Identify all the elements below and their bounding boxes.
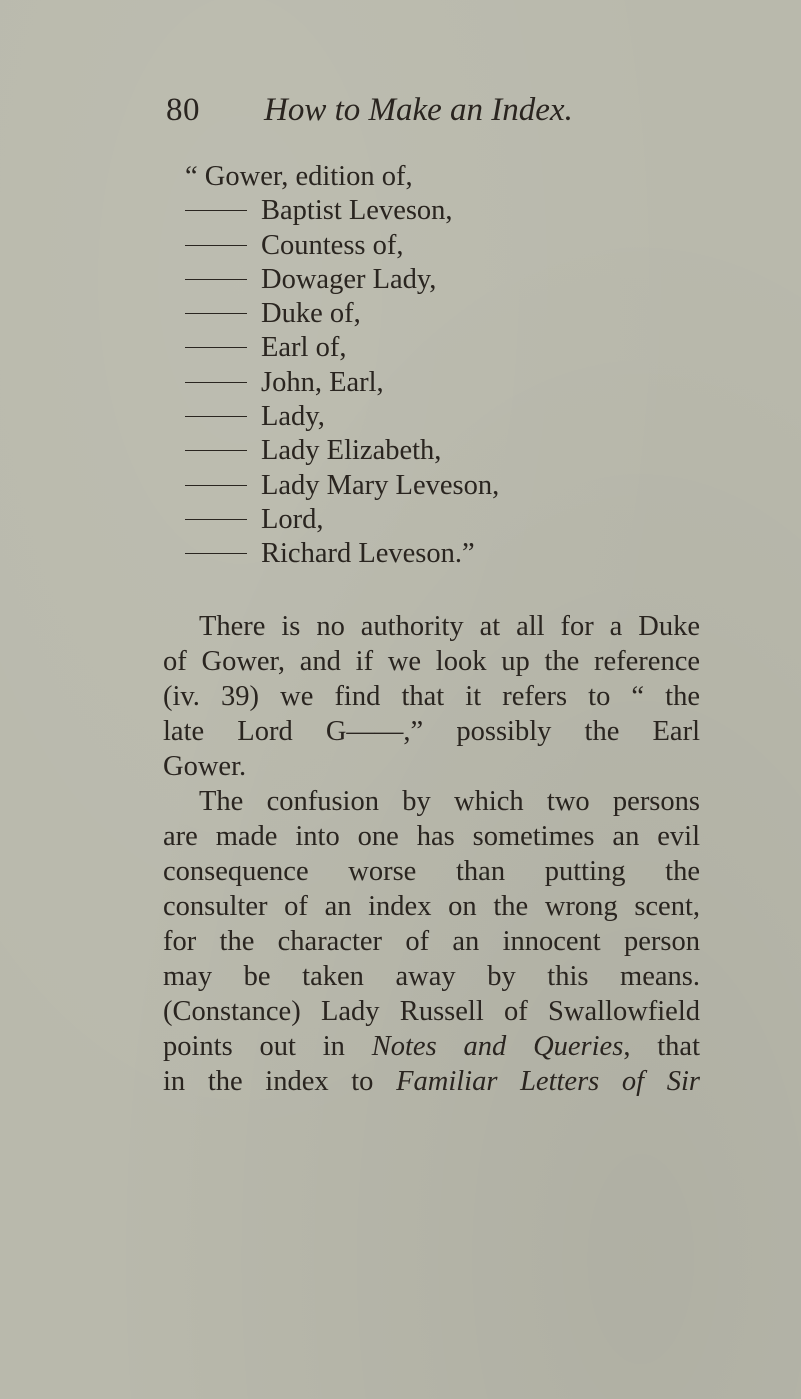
text-fragment: points out in (163, 1031, 345, 1062)
index-subentry-text: Countess of, (261, 229, 404, 261)
ditto-dash (185, 553, 247, 554)
text-line: are made into one has sometimes an evil (163, 821, 700, 852)
index-subentry-text: Duke of, (261, 298, 361, 330)
index-subentry-text: Richard Leveson.” (261, 538, 475, 570)
ditto-dash (185, 519, 247, 520)
text-line: late Lord G——,” possibly the Earl (163, 716, 700, 747)
text-line: consulter of an index on the wrong scent, (163, 891, 700, 922)
text-line: Gower. (163, 751, 247, 782)
paragraph-confusion (163, 784, 700, 1099)
page-number: 80 (166, 92, 200, 128)
text-line: (Constance) Lady Russell of Swallowfield (163, 996, 700, 1027)
text-line: of Gower, and if we look up the reference (163, 646, 700, 677)
index-subentry-text: Lord, (261, 503, 324, 535)
index-subentry (185, 297, 499, 331)
ditto-dash (185, 485, 247, 486)
text-fragment: , that (623, 1031, 700, 1062)
index-excerpt (185, 160, 499, 572)
text-line: There is no authority at all for a Duke (199, 611, 700, 642)
index-subentry (185, 503, 499, 537)
index-subentry (185, 194, 499, 228)
index-subentry-text: John, Earl, (261, 366, 384, 398)
paragraph-duke-of-gower (163, 609, 700, 784)
text-line (163, 1029, 700, 1064)
ditto-dash (185, 382, 247, 383)
ditto-dash (185, 210, 247, 211)
ditto-dash (185, 279, 247, 280)
text-line: (iv. 39) we find that it refers to “ the (163, 681, 700, 712)
index-subentry (185, 537, 499, 571)
ditto-dash (185, 416, 247, 417)
text-line: The confusion by which two persons (199, 786, 700, 817)
running-title: How to Make an Index. (264, 92, 573, 128)
ditto-dash (185, 245, 247, 246)
periodical-title: Notes and Queries (371, 1031, 624, 1062)
text-line: for the character of an innocent person (163, 926, 700, 957)
index-heading (185, 160, 499, 194)
index-subentry-text: Lady, (261, 401, 325, 433)
text-line (163, 1064, 700, 1099)
index-subentry-text: Dowager Lady, (261, 263, 437, 295)
ditto-dash (185, 450, 247, 451)
index-subentry-text: Earl of, (261, 332, 347, 364)
index-subentry (185, 400, 499, 434)
index-subentry (185, 263, 499, 297)
page-header (166, 92, 606, 138)
ditto-dash (185, 313, 247, 314)
index-subentry-text: Lady Elizabeth, (261, 435, 442, 467)
text-line: may be taken away by this means. (163, 961, 700, 992)
index-subentry (185, 434, 499, 468)
index-subentry (185, 366, 499, 400)
index-subentry-text: Lady Mary Leveson, (261, 469, 500, 501)
index-subentry (185, 229, 499, 263)
ditto-dash (185, 347, 247, 348)
text-line: consequence worse than putting the (163, 856, 700, 887)
index-subentry (185, 331, 499, 365)
text-fragment: in the index to (163, 1066, 374, 1097)
book-title: Familiar Letters of Sir (396, 1066, 700, 1097)
index-subentry-text: Baptist Leveson, (261, 195, 453, 227)
index-heading-text: “ Gower, edition of, (185, 161, 413, 192)
index-subentry (185, 469, 499, 503)
